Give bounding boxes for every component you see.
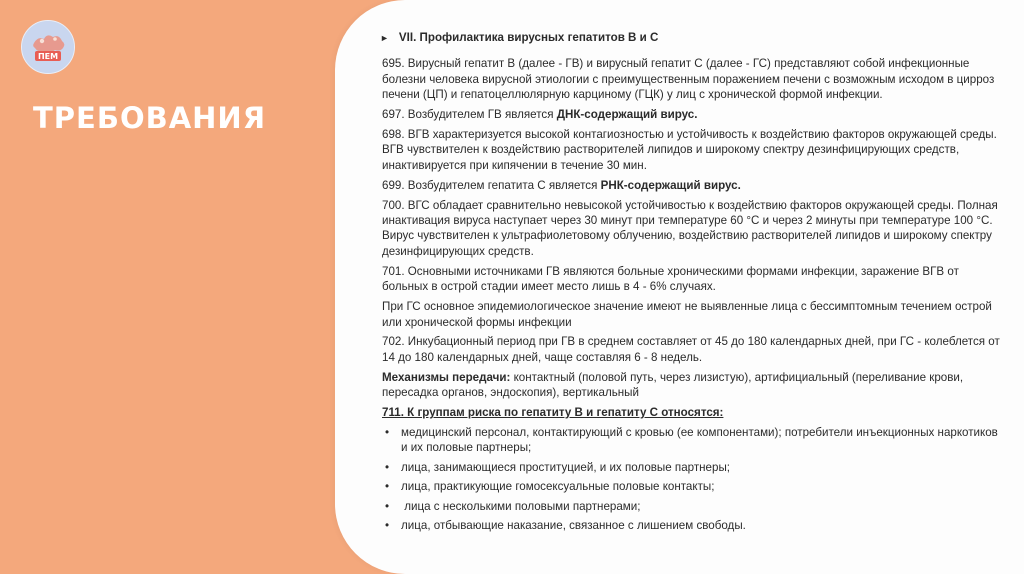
list-item-text: лица, отбывающие наказание, связанное с лишением свободы. bbox=[401, 518, 746, 532]
paragraph-698: 698. ВГВ характеризуется высокой контагиозностью и устойчивость к воздействию факторов окружающей среды. ВГВ чувствителен к воздействию растворителей липидов и широкому спектру дезинфицирующих средств, инактивируется при кипячении в течение 30 мин. bbox=[382, 128, 997, 172]
paragraph-mechanisms bbox=[382, 370, 1002, 401]
paragraph-699 bbox=[382, 178, 1002, 193]
paragraph-699-text: 699. Возбудителем гепатита С является bbox=[382, 178, 601, 192]
paragraph-697-bold: ДНК-содержащий вирус. bbox=[556, 108, 698, 122]
list-item bbox=[382, 499, 1002, 514]
arrow-bullet-icon: ► bbox=[380, 33, 389, 43]
list-item-text: лица с несколькими половыми партнерами; bbox=[401, 499, 641, 513]
list-item bbox=[382, 479, 1002, 494]
list-item bbox=[382, 425, 1002, 456]
list-item-text: медицинский персонал, контактирующий с кровью (ее компонентами); потребители инъекционных наркотиков и их половые партнеры; bbox=[401, 425, 998, 455]
bullet-icon: • bbox=[385, 460, 390, 474]
logo bbox=[21, 20, 75, 74]
list-item bbox=[382, 518, 1002, 533]
bullet-icon: • bbox=[385, 499, 390, 513]
list-item bbox=[382, 460, 1002, 475]
paragraph-695: 695. Вирусный гепатит B (далее - ГВ) и вирусный гепатит C (далее - ГС) представляют собой инфекционные болезни человека вирусной этиологии с преимущественным поражением печени с возможным исходом в цирроз печени (ЦП) и гепатоцеллюлярную карциному (ГЦК) у лиц с хронической формой инфекции. bbox=[382, 57, 995, 102]
page-heading: ТРЕБОВАНИЯ bbox=[33, 101, 267, 135]
document-text bbox=[382, 30, 1002, 537]
paragraph-697-text: 697. Возбудителем ГВ является bbox=[382, 108, 557, 122]
paragraph-711: 711. К группам риска по гепатиту B и гепатиту C относятся: bbox=[382, 406, 724, 420]
paragraph-702: 702. Инкубационный период при ГВ в среднем составляет от 45 до 180 календарных дней, при ГС - колеблется от 14 до 180 календарных дней, чаще составляя 6 - 8 недель. bbox=[382, 335, 1000, 364]
list-item-text: лица, занимающиеся проституцией, и их половые партнеры; bbox=[401, 460, 731, 474]
risk-groups-list bbox=[382, 425, 1002, 533]
list-item-text: лица, практикующие гомосексуальные половые контакты; bbox=[401, 480, 715, 494]
mechanisms-label: Механизмы передачи: bbox=[382, 370, 511, 384]
logo-text: ПЕМ bbox=[37, 52, 59, 61]
bullet-icon: • bbox=[385, 480, 390, 494]
bullet-icon: • bbox=[385, 425, 390, 439]
paragraph-697 bbox=[382, 107, 1002, 122]
section-title bbox=[380, 30, 1002, 46]
bullet-icon: • bbox=[385, 518, 390, 532]
logo-emblem-icon bbox=[22, 21, 74, 73]
paragraph-700: 700. ВГС обладает сравнительно невысокой устойчивостью к воздействию факторов окружающей среды. Полная инактивация вируса наступает через 30 минут при температуре 60 °С и через 2 минуты при температуре 100 °С. Вирус чувствителен к ультрафиолетовому облучению, воздействию растворителей липидов и широкому спектру дезинфицирующих средств. bbox=[382, 198, 998, 258]
mechanisms-text: контактный (половой путь, через лизистую), артифициальный (переливание крови, пересадка органов, эндоскопия), вертикальный bbox=[382, 370, 964, 400]
paragraph-gs-source: При ГС основное эпидемиологическое значение имеют не выявленные лица с бессимптомным течением острой или хронической формы инфекции bbox=[382, 300, 992, 329]
paragraph-701: 701. Основными источниками ГВ являются больные хроническими формами инфекции, заражение ВГВ от больных в острой стадии имеет место лишь в 4 - 6% случаях. bbox=[382, 264, 959, 294]
paragraph-699-bold: РНК-содержащий вирус. bbox=[600, 178, 741, 192]
section-title-text: VII. Профилактика вирусных гепатитов B и C bbox=[398, 31, 659, 44]
